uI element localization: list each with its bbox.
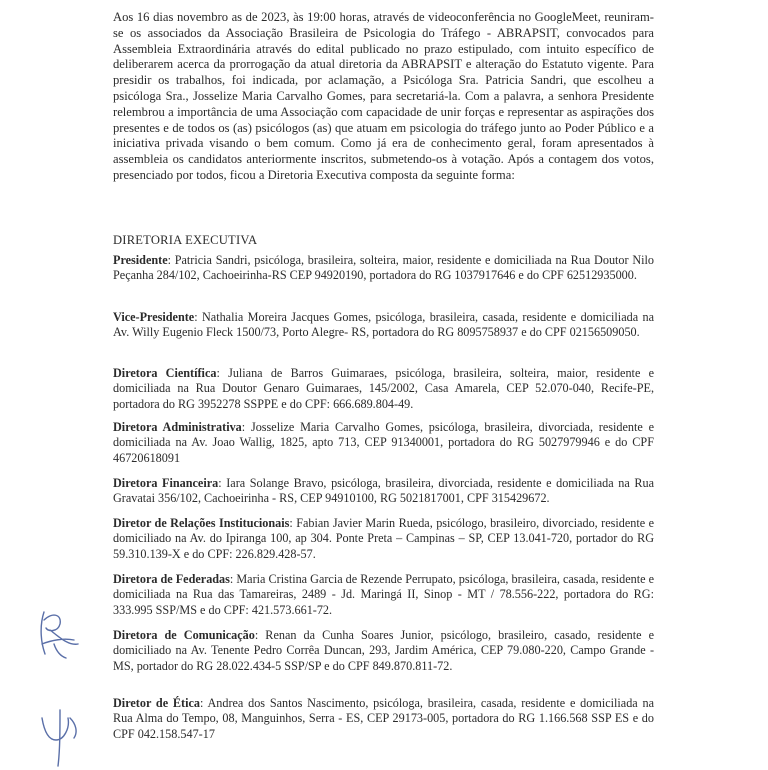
entry-text: : Patricia Sandri, psicóloga, brasileira, solteira, maior, residente e domiciliada na Rua Doutor Nilo Peçanha 284/102, Cachoeirinha-RS CEP 94920190, portadora do RG 1037917646 e do CPF 62512935000.	[113, 253, 654, 283]
entry-financial-director	[113, 476, 654, 507]
entry-text: : Iara Solange Bravo, psicóloga, brasileira, divorciada, residente e domiciliada na Rua Gravatai 356/102, Cachoeirinha - RS, CEP 94910100, RG 5021817001, CPF 315429672.	[113, 476, 654, 506]
entry-role: Diretora de Comunicação	[113, 628, 255, 642]
entry-scientific-director	[113, 366, 654, 412]
entry-text: : Nathalia Moreira Jacques Gomes, psicóloga, brasileira, casada, residente e domiciliada na Av. Willy Eugenio Fleck 1500/73, Porto Alegre- RS, portadora do RG 8095758937 e do CPF 02156509050.	[113, 310, 654, 340]
entry-role: Diretor de Ética	[113, 696, 200, 710]
signature-mark	[30, 600, 90, 670]
entry-text: : Andrea dos Santos Nascimento, psicóloga, brasileira, casada, residente e domiciliada na Rua Alma do Tempo, 08, Manguinhos, Serra - ES, CEP 29173-005, portadora do RG 1.166.568 SSP ES e do CPF 042.158.547-17	[113, 696, 654, 741]
entry-role: Diretora Financeira	[113, 476, 219, 490]
entry-text: : Juliana de Barros Guimaraes, psicóloga, brasileira, solteira, maior, residente e domiciliada na Rua Doutor Genaro Guimaraes, 145/2002, Casa Amarela, CEP 52.070-040, Recife-PE, portadora do RG 3952278 SSPPE e do CPF: 666.689.804-49.	[113, 366, 654, 411]
entry-role: Vice-Presidente	[113, 310, 195, 324]
entry-communication-director	[113, 628, 654, 674]
entry-role: Diretora Científica	[113, 366, 217, 380]
entry-text: : Renan da Cunha Soares Junior, psicólogo, brasileiro, casado, residente e domiciliado na Av. Tenente Pedro Corrêa Duncan, 293, Jardim América, CEP 79.080-220, Campo Grande - MS, portador do RG 28.022.434-5 SSP/SP e do CPF 849.870.811-72.	[113, 628, 655, 673]
entry-text: : Fabian Javier Marin Rueda, psicólogo, brasileiro, divorciado, residente e domiciliado na Av. do Ipiranga 100, ap 304. Ponte Preta – Campinas – SP, CEP 13.041-720, portador do RG 59.310.139-X e do CPF: 226.829.428-57.	[113, 516, 654, 561]
entry-ethics-director	[113, 696, 654, 742]
signature-mark	[30, 700, 90, 770]
entry-role: Diretora Administrativa	[113, 420, 242, 434]
entry-role: Diretor de Relações Institucionais	[113, 516, 290, 530]
entry-role: Presidente	[113, 253, 168, 267]
entry-federated-director	[113, 572, 654, 618]
entry-administrative-director	[113, 420, 654, 466]
entry-president	[113, 253, 654, 284]
entry-institutional-relations-director	[113, 516, 654, 562]
section-title: DIRETORIA EXECUTIVA	[113, 233, 258, 247]
intro-paragraph: Aos 16 dias novembro as de 2023, às 19:00 horas, através de videoconferência no GoogleMeet, reuniram-se os associados da Associação Brasileira de Psicologia do Tráfego - ABRAPSIT, convocados para Assembleia Extraordinária através do edital publicado no prazo estipulado, com intuito específico de deliberarem acerca da prorrogação da atual diretoria da ABRAPSIT e alteração do Estatuto vigente. Para presidir os trabalhos, foi indicada, por aclamação, a Psicóloga Sra. Patricia Sandri, que escolheu a psicóloga Sra., Josselize Maria Carvalho Gomes, para secretariá-la. Com a palavra, a senhora Presidente relembrou a importância de uma Associação com capacidade de unir forças e representar as aspirações dos presentes e de todos os (as) psicólogos (as) que atuam em psicologia do tráfego junto ao Poder Público e a iniciativa privada visando o bem comum. Como já era de conhecimento geral, foram apresentados à assembleia os candidatos anteriormente inscritos, submetendo-os à votação. Após a contagem dos votos, presenciado por todos, ficou a Diretoria Executiva composta da seguinte forma:	[113, 10, 654, 182]
entry-text: : Maria Cristina Garcia de Rezende Perrupato, psicóloga, brasileira, casada, residente e domiciliada na Rua das Tamareiras, 2489 - Jd. Maringá II, Sinop - MT / 78.556-222, portadora do RG: 333.995 SSP/MS e do CPF: 421.573.661-72.	[113, 572, 655, 617]
entry-vice-president	[113, 310, 654, 341]
entry-role: Diretora de Federadas	[113, 572, 230, 586]
entry-text: : Josselize Maria Carvalho Gomes, psicóloga, brasileira, divorciada, residente e domiciliada na Av. Joao Wallig, 1825, apto 713, CEP 91340001, portadora do RG 5027979946 e do CPF 46720618091	[113, 420, 654, 465]
